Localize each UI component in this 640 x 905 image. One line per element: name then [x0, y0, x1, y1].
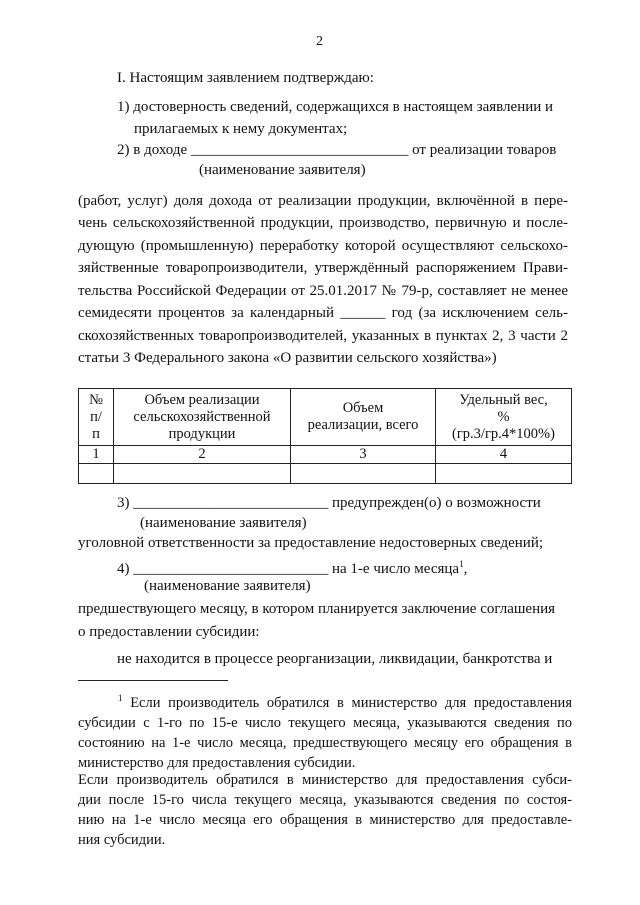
table-header-row — [79, 389, 572, 446]
table-cell: 1 — [79, 446, 114, 464]
item-3-suffix: предупрежден(о) о возможности — [332, 495, 541, 511]
item-4-suffix: на 1-е число месяца — [332, 561, 460, 577]
page-number: 2 — [316, 34, 323, 49]
item-3-line-2: уголовной ответственности за предоставление недостоверных сведений; — [78, 535, 544, 551]
item-1-line-2: прилагаемых к нему документах; — [134, 121, 348, 137]
footnote-mark: 1 — [118, 693, 123, 703]
item-4-line-2: предшествующего месяцу, в котором планируется заключение соглашения — [78, 601, 556, 617]
paragraph-line: статьи 3 Федерального закона «О развитии сельского хозяйства») — [78, 350, 497, 366]
item-2-prefix: 2) в доходе — [117, 142, 188, 158]
item-3-blank: __________________________ — [133, 495, 329, 511]
paragraph-line: скохозяйственных товаропроизводителей, указанных в пунктах 2, 3 части 2 — [78, 328, 568, 344]
table-row — [79, 464, 572, 484]
table-cell: 2 — [114, 446, 291, 464]
footnote-separator — [78, 680, 228, 681]
item-3-caption: (наименование заявителя) — [140, 515, 307, 531]
item-4-caption: (наименование заявителя) — [144, 578, 311, 594]
paragraph-line: чень сельскохозяйственной продукции, производство, первичную и после- — [78, 215, 568, 231]
item-4-number: 4) — [117, 561, 130, 577]
item-3-number: 3) — [117, 495, 130, 511]
item-2-blank: _____________________________ — [190, 142, 409, 158]
header-cell-share: Удельный вес, % (гр.3/гр.4*100%) — [436, 389, 572, 446]
paragraph-line: тельства Российской Федерации от 25.01.2017 № 79-р, составляет не менее — [78, 283, 568, 299]
item-3-line — [117, 495, 541, 512]
paragraph-line: семидесяти процентов за календарный ______ год (за исключением сель- — [78, 305, 568, 321]
paragraph-line: зяйственные товаропроизводители, утверждённый распоряжением Прави- — [78, 260, 568, 276]
table-cell — [291, 464, 436, 484]
table-cell — [114, 464, 291, 484]
footnote-block-2 — [78, 770, 572, 850]
item-2-suffix: от реализации товаров — [412, 142, 557, 158]
table-cell — [79, 464, 114, 484]
header-cell-total-volume: Объем реализации, всего — [291, 389, 436, 446]
last-line: не находится в процессе реорганизации, ликвидации, банкротства и — [117, 651, 553, 667]
item-2-caption: (наименование заявителя) — [199, 162, 366, 178]
table-cell: 4 — [436, 446, 572, 464]
table-cell: 3 — [291, 446, 436, 464]
item-4-comma: , — [463, 561, 468, 577]
table-cell — [436, 464, 572, 484]
item-4-line — [117, 559, 467, 578]
intro-heading: I. Настоящим заявлением подтверждаю: — [117, 70, 374, 86]
table-row — [79, 446, 572, 464]
footnote-block — [78, 688, 572, 773]
header-cell-number: № п/ п — [79, 389, 114, 446]
footnote-ref-1: 1 — [459, 559, 464, 569]
item-2-line — [117, 142, 556, 159]
header-cell-agri-volume: Объем реализации сельскохозяйственной продукции — [114, 389, 291, 446]
footnote-line: дии после 15-го числа текущего месяца, указываются сведения по состоя- — [78, 792, 572, 808]
footnote-line: состоянию на 1-е число месяца, предшествующего месяцу его обращения в — [78, 734, 572, 751]
paragraph-line: дующую (промышленную) переработку которой осуществляют сельскохо- — [78, 238, 568, 254]
item-4-blank: __________________________ — [133, 561, 329, 577]
footnote-line: министерство для предоставления субсидии. — [78, 754, 356, 771]
footnote-line: Если производитель обратился в министерство для предоставления субси- — [78, 772, 572, 788]
footnote-line: нию на 1-е число месяца его обращения в министерство для предоставле- — [78, 812, 572, 828]
footnote-line: субсидии с 1-го по 15-е число текущего месяца, указываются сведения по — [78, 714, 572, 731]
footnote-line: Если производитель обратился в министерство для предоставления — [130, 694, 572, 711]
footnote-line: ния субсидии. — [78, 832, 166, 848]
sales-table — [78, 388, 572, 484]
item-4-line-3: о предоставлении субсидии: — [78, 624, 260, 640]
paragraph-line: (работ, услуг) доля дохода от реализации продукции, включённой в пере- — [78, 193, 568, 209]
item-1-line-1: 1) достоверность сведений, содержащихся в настоящем заявлении и — [117, 99, 554, 115]
